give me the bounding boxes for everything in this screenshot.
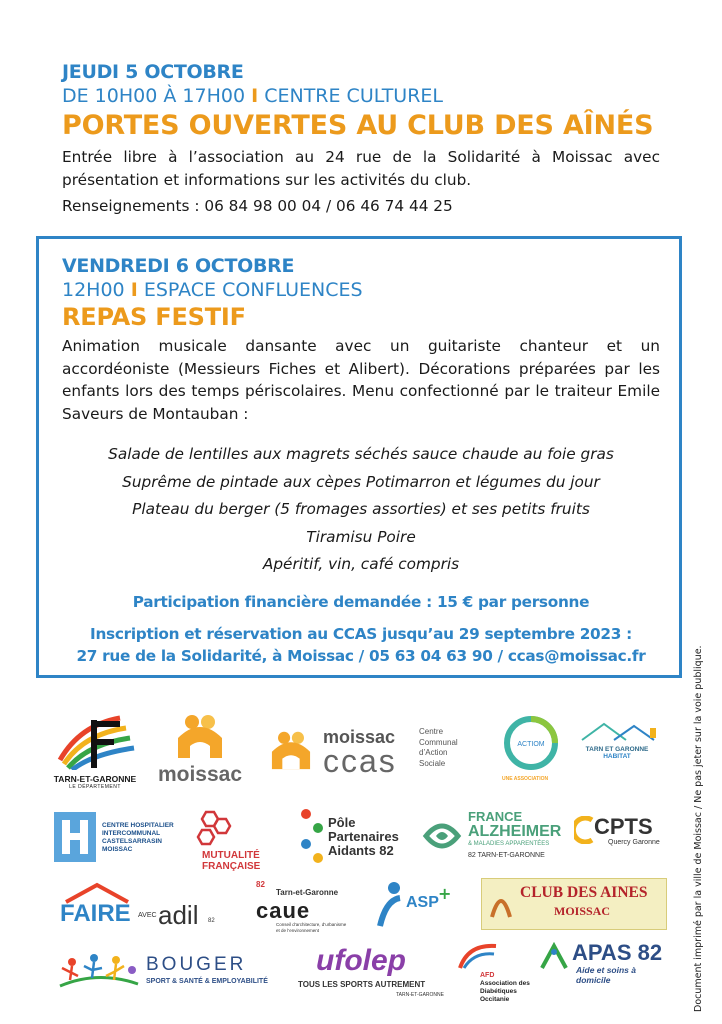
menu-item: Suprême de pintade aux cèpes Potimarron et légumes du jour [122,472,600,491]
hopital-line: INTERCOMMUNAL [102,830,161,837]
event-thursday [62,60,660,218]
afd-swoosh-icon [458,940,498,970]
afd-name: AFD [480,972,495,979]
caue-num: 82 [256,880,265,889]
event1-time: DE 10H00 À 17H00 [62,85,246,107]
afd-line: Occitanie [480,996,510,1003]
logo-hopital [54,812,194,864]
moissac-name: moissac [157,763,243,786]
logo-bouger [58,948,273,994]
menu-list [62,441,660,579]
tarn-et-garonne-emblem-icon [50,710,140,770]
logo-cpts [574,812,664,852]
house-roof-icon [574,720,660,742]
apas-name: APAS 82 [572,940,663,965]
plus-icon: + [438,884,452,903]
alzheimer-emblem-icon [422,814,462,858]
ccas-desc-line: Centre [419,727,444,736]
pole-line: Partenaires [328,829,399,844]
adil-name: adil [158,900,199,930]
tg-habitat-sub: HABITAT [603,753,631,760]
event1-time-place [62,84,660,108]
event1-day: JEUDI 5 OCTOBRE [62,61,244,83]
people-figures-icon [296,806,326,866]
event1-contact: Renseignements : 06 84 98 00 04 / 06 46 74 44 25 [62,197,453,215]
tg-habitat-name: TARN ET GARONNE [585,746,649,753]
logo-asp [376,878,456,936]
logo-apas [540,940,668,985]
logo-tarn-et-garonne [50,710,140,798]
pole-line: Aidants 82 [328,843,394,858]
event2-title: REPAS FESTIF [62,303,246,331]
menu-item: Plateau du berger (5 fromages assorties) et ses petits fruits [132,500,590,518]
hopital-line: MOISSAC [102,846,133,853]
alzheimer-l1: FRANCE [468,809,523,824]
event1-place: CENTRE CULTUREL [264,85,444,107]
price: Participation financière demandée : 15 € par personne [132,592,590,611]
event1-separator: I [251,85,259,107]
pole-line: Pôle [328,815,356,830]
menu-item: Tiramisu Poire [306,527,416,546]
apas-emblem-icon [540,942,570,970]
event2-time-place [62,278,660,302]
tarn-et-garonne-name: TARN-ET-GARONNE [53,774,137,784]
ccas-desc-line: Sociale [419,758,446,768]
logo-mutualite [192,810,282,872]
alzheimer-l3: & MALADIES APPARENTÉES [468,841,550,847]
mutualite-text [202,850,282,872]
tarn-et-garonne-sub: LE DÉPARTEMENT [69,784,121,790]
hexagon-cluster-icon [196,810,232,846]
event1-title: PORTES OUVERTES AU CLUB DES AÎNÉS [62,110,654,141]
club-emblem-icon [488,889,514,919]
ufolep-dept: TARN-ET-GARONNE [396,992,444,998]
logo-ufolep [296,944,452,1002]
ccas-desc-line: d’Action [419,748,448,757]
inscription-line-1: Inscription et réservation au CCAS jusqu’au 29 septembre 2023 : [90,624,632,643]
club-line2: MOISSAC [554,904,611,918]
bouger-name: BOUGER [146,954,247,975]
alzheimer-l4: 82 TARN-ET-GARONNE [468,852,545,859]
cpts-emblem-icon [574,816,594,844]
faire-name: FAIRE [60,900,131,927]
inscription [62,623,660,667]
menu-item: Apéritif, vin, café compris [262,555,460,573]
ccas-emblem-icon [265,725,317,775]
actiom-sub: UNE ASSOCIATION [502,776,549,782]
afd-text [480,980,554,1004]
mutualite-line: MUTUALITÉ [202,850,260,861]
cpts-name: CPTS [594,814,653,839]
club-line1: CLUB DES AINES [520,884,648,901]
event2-separator: I [130,279,138,301]
event2-place: ESPACE CONFLUENCES [143,279,363,301]
logo-actiom [502,714,562,782]
caue-sub-line: Conseil d’architecture, d’urbanisme [276,922,347,927]
hospital-h-icon [54,812,96,862]
actiom-ring-icon [502,714,560,772]
afd-line: Association des Diabétiques [480,980,530,995]
cpts-sub: Quercy Garonne [608,839,660,846]
event2-day: VENDREDI 6 OCTOBRE [62,255,295,277]
logo-tg-habitat [574,720,660,778]
moissac-emblem-icon [170,712,230,760]
asp-figure-icon [376,880,406,928]
faire-avec: AVEC [138,912,157,919]
apas-sub: Aide et soins à domicile [576,965,636,985]
ccas-name: ccas [323,743,397,779]
ufolep-name: ufolep [316,944,406,977]
hopital-line: CENTRE HOSPITALIER [102,822,174,829]
sport-figures-icon [58,950,140,992]
event-friday [62,254,660,667]
alzheimer-l2: ALZHEIMER [468,823,562,840]
caue-sub [276,922,346,933]
logo-france-alzheimer [422,810,572,866]
caue-name: caue [256,898,311,923]
pole-text [328,816,399,858]
caue-dept: Tarn-et-Garonne [276,888,339,897]
ccas-top: moissac [323,727,396,747]
inscription-line-2: 27 rue de la Solidarité, à Moissac / 05 63 04 63 90 / ccas@moissac.fr [76,646,646,665]
ccas-desc [419,727,458,769]
logo-ccas [265,715,465,787]
logo-caue [254,880,364,936]
event1-description: Entrée libre à l’association au 24 rue de la Solidarité à Moissac avec présentation et informations sur les activités du club. [62,148,660,189]
actiom-name: ACTIOM [517,741,545,748]
hopital-line: CASTELSARRASIN [102,838,162,845]
logo-faire-adil [60,882,220,936]
bouger-sub: SPORT & SANTÉ & EMPLOYABILITÉ [146,978,268,985]
ufolep-sub: TOUS LES SPORTS AUTREMENT [298,980,426,989]
logo-moissac [150,712,250,796]
hopital-text [102,822,174,854]
caue-sub-line: et de l’environnement [276,927,320,933]
adil-num: 82 [208,918,215,924]
mutualite-line: FRANÇAISE [202,861,261,872]
menu-item: Salade de lentilles aux magrets séchés sauce chaude au foie gras [108,445,614,463]
logo-pole-aidants [296,806,416,870]
ccas-desc-line: Communal [419,737,458,747]
logo-club-aines [481,878,667,930]
asp-name: ASP [406,894,439,911]
event2-description: Animation musicale dansante avec un guitariste chanteur et un accordéoniste (Messieurs Fiches et Alibert). Décorations préparées par les enfants lors des temps périscolaires. Menu confectionné par le traiteur Emile Saveurs de Montauban : [62,337,660,423]
event2-time: 12H00 [62,279,125,301]
side-note: Document imprimé par la ville de Moissac / Ne pas jeter sur la voie publique. [693,645,704,1012]
